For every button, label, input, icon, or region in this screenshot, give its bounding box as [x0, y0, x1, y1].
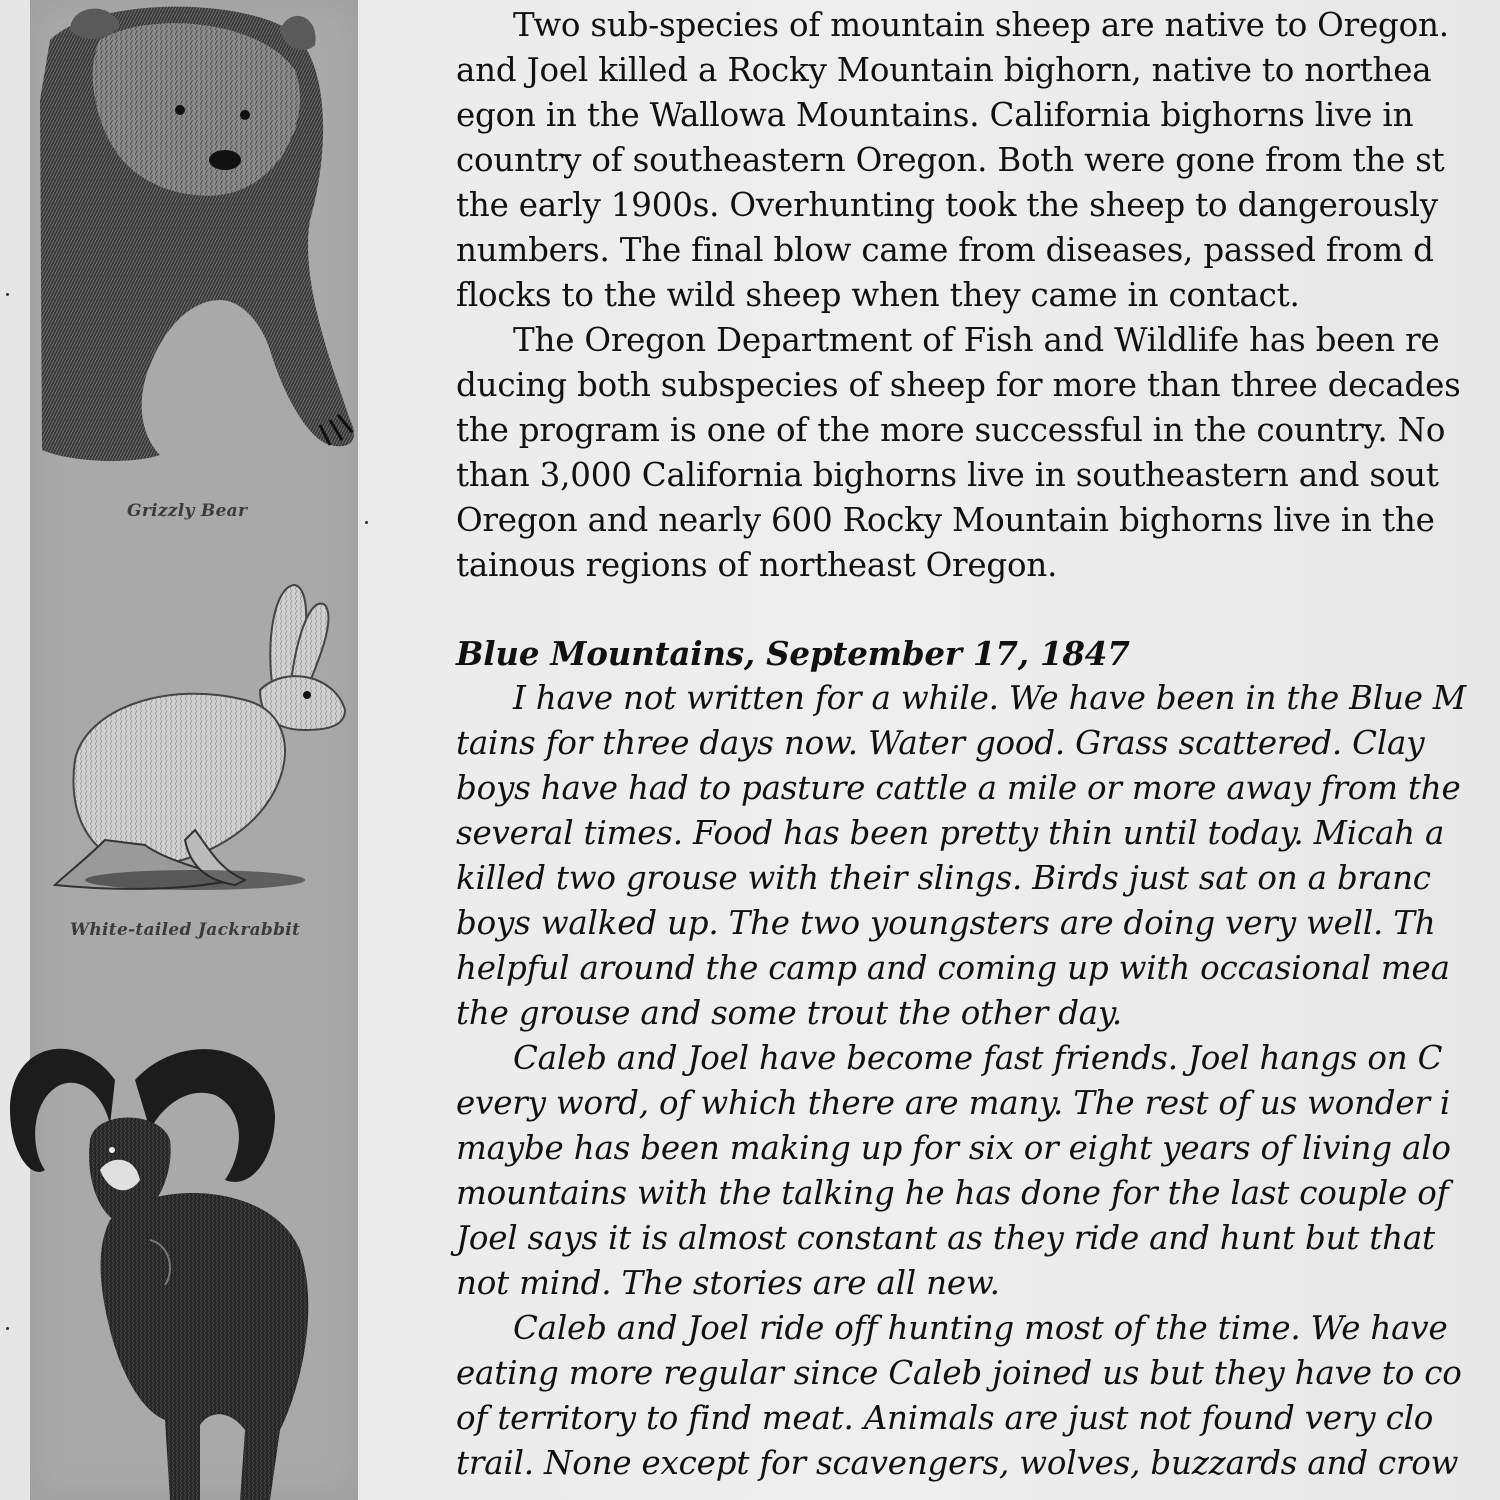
journal-line: maybe has been making up for six or eight years of living alo: [456, 1129, 1451, 1167]
journal-line: boys have had to pasture cattle a mile or more away from the: [456, 769, 1461, 807]
journal-line: eating more regular since Caleb joined us but they have to co: [456, 1354, 1462, 1392]
body-line: The Oregon Department of Fish and Wildlife has been re: [513, 321, 1440, 359]
body-line: flocks to the wild sheep when they came in contact.: [456, 276, 1300, 314]
body-line: country of southeastern Oregon. Both were gone from the st: [456, 141, 1445, 179]
jackrabbit-caption: White-tailed Jackrabbit: [70, 920, 301, 940]
body-line: the program is one of the more successful in the country. No: [456, 411, 1446, 449]
body-line: tainous regions of northeast Oregon.: [456, 546, 1058, 584]
journal-line: helpful around the camp and coming up with occasional mea: [456, 949, 1450, 987]
journal-line: Caleb and Joel have become fast friends. Joel hangs on C: [513, 1039, 1443, 1077]
scan-speck: [365, 521, 368, 524]
body-line: ducing both subspecies of sheep for more than three decades: [456, 366, 1461, 404]
document-text-column: [456, 0, 1500, 1500]
journal-line: several times. Food has been pretty thin until today. Micah a: [456, 814, 1445, 852]
journal-line: Joel says it is almost constant as they ride and hunt but that: [456, 1219, 1435, 1257]
journal-line: the grouse and some trout the other day.: [456, 994, 1122, 1032]
journal-line: killed two grouse with their slings. Birds just sat on a branc: [456, 859, 1431, 897]
grizzly-bear-illustration: [30, 0, 370, 480]
journal-line: boys walked up. The two youngsters are doing very well. Th: [456, 904, 1436, 942]
journal-line: every word, of which there are many. The rest of us wonder i: [456, 1084, 1451, 1122]
journal-heading: Blue Mountains, September 17, 1847: [456, 634, 1130, 673]
body-line: the early 1900s. Overhunting took the sheep to dangerously: [456, 186, 1438, 224]
bighorn-sheep-illustration: [0, 1030, 340, 1500]
scan-speck: [6, 1327, 9, 1330]
journal-line: I have not written for a while. We have been in the Blue M: [513, 679, 1467, 717]
journal-line: tains for three days now. Water good. Grass scattered. Clay: [456, 724, 1425, 762]
body-line: numbers. The final blow came from diseases, passed from d: [456, 231, 1434, 269]
body-line: than 3,000 California bighorns live in southeastern and sout: [456, 456, 1439, 494]
journal-line: of territory to find meat. Animals are just not found very clo: [456, 1399, 1434, 1437]
journal-line: Caleb and Joel ride off hunting most of the time. We have: [513, 1309, 1448, 1347]
body-line: and Joel killed a Rocky Mountain bighorn, native to northea: [456, 51, 1432, 89]
body-line: Oregon and nearly 600 Rocky Mountain bighorns live in the: [456, 501, 1435, 539]
journal-line: trail. None except for scavengers, wolves, buzzards and crow: [456, 1444, 1459, 1482]
body-line: egon in the Wallowa Mountains. California bighorns live in: [456, 96, 1414, 134]
body-line: Two sub-species of mountain sheep are native to Oregon.: [513, 6, 1449, 44]
journal-line: mountains with the talking he has done for the last couple of: [456, 1174, 1449, 1212]
scan-speck: [6, 293, 9, 296]
journal-line: not mind. The stories are all new.: [456, 1264, 1000, 1302]
jackrabbit-illustration: [45, 580, 355, 910]
grizzly-bear-caption: Grizzly Bear: [127, 501, 248, 521]
